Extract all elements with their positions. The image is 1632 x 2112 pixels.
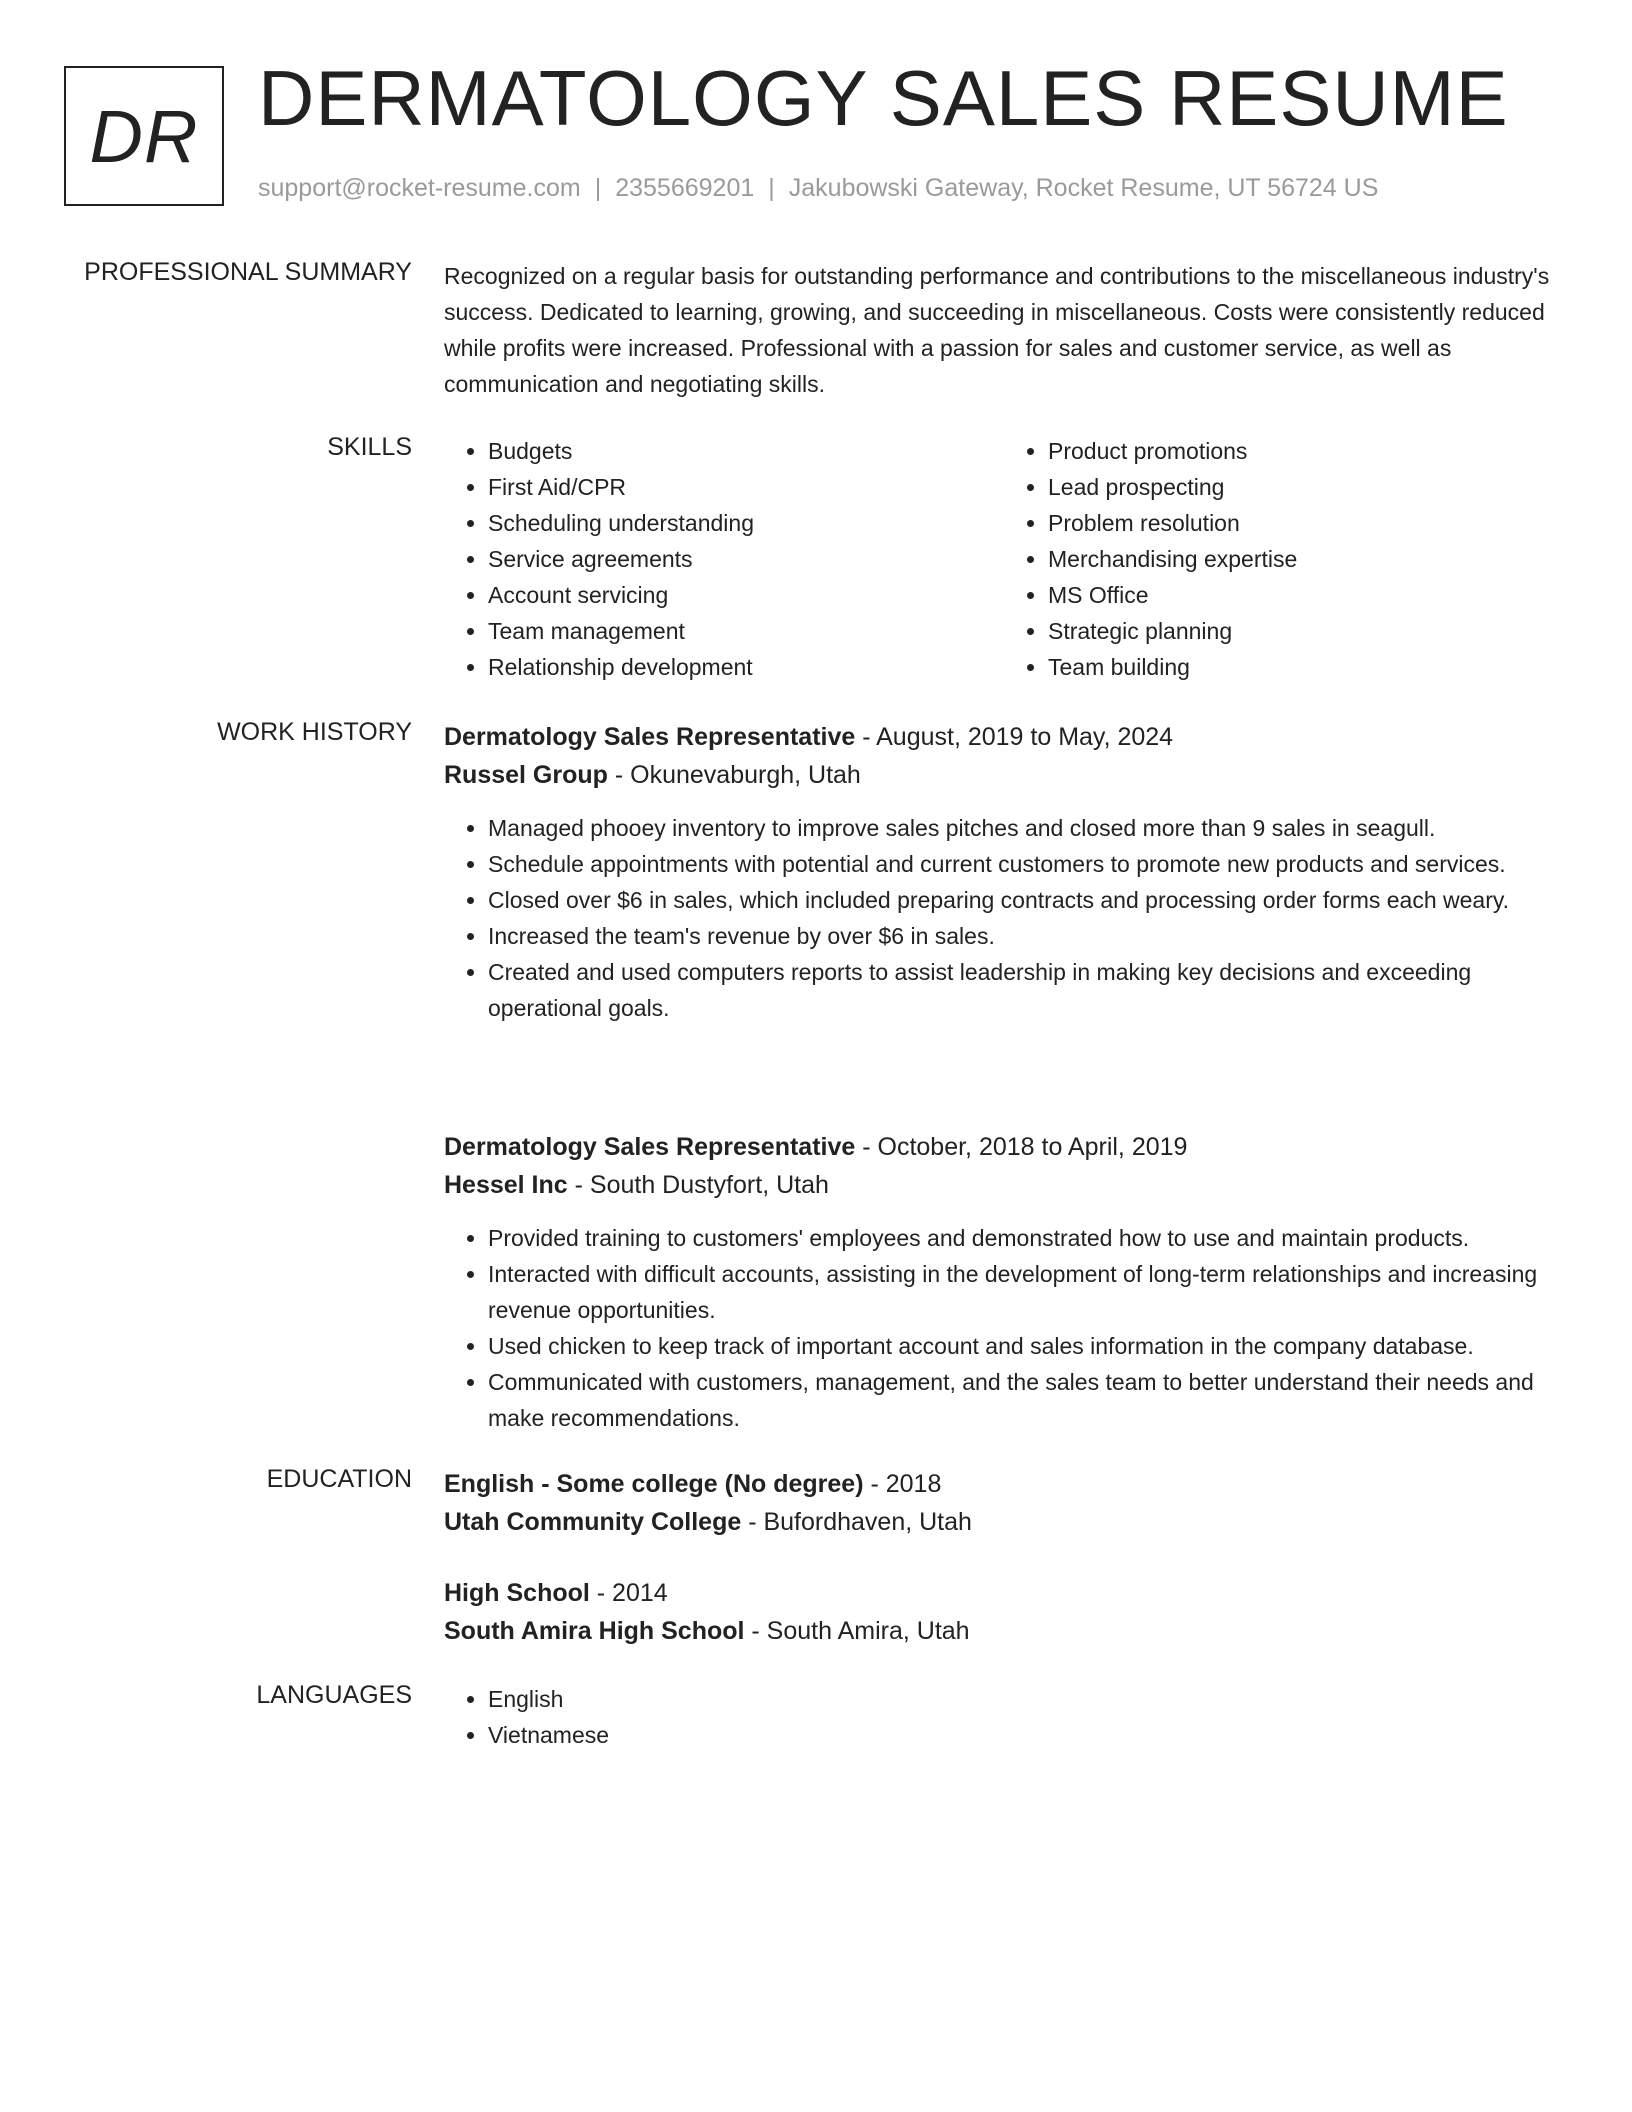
- skill-item: • Team management: [488, 613, 1004, 649]
- skill-item: • First Aid/CPR: [488, 469, 1004, 505]
- contact-phone[interactable]: 2355669201: [615, 174, 755, 202]
- education-degree-line: [444, 1574, 1564, 1612]
- education-school-line: [444, 1503, 1564, 1541]
- skill-item: • MS Office: [1048, 577, 1564, 613]
- job-location: - South Dustyfort, Utah: [567, 1171, 829, 1199]
- job-company: Hessel Inc: [444, 1171, 568, 1199]
- contact-email[interactable]: support@rocket-resume.com: [258, 174, 581, 202]
- education-year: - 2014: [589, 1579, 668, 1607]
- skill-item: • Problem resolution: [1048, 505, 1564, 541]
- skill-item: • Account servicing: [488, 577, 1004, 613]
- job-title-line: [444, 1128, 1564, 1166]
- skill-item: • Service agreements: [488, 541, 1004, 577]
- education-year: - 2018: [863, 1470, 942, 1498]
- job-bullets: [444, 1220, 1564, 1436]
- job-bullet: • Communicated with customers, management, and the sales team to better understand their needs and make recommendations.: [488, 1364, 1564, 1436]
- job-dates: - October, 2018 to April, 2019: [855, 1133, 1188, 1161]
- job-title: Dermatology Sales Representative: [444, 723, 856, 751]
- section-label-work: WORK HISTORY: [217, 718, 412, 746]
- skill-item: • Merchandising expertise: [1048, 541, 1564, 577]
- job-bullet: • Increased the team's revenue by over $6 in sales.: [488, 918, 1564, 954]
- education-degree: High School: [444, 1579, 590, 1607]
- job-entry: [444, 718, 1564, 1026]
- education-school: South Amira High School: [444, 1617, 745, 1645]
- job-entry: [444, 1128, 1564, 1436]
- skills-list-left: [444, 433, 1004, 685]
- education-location: - South Amira, Utah: [744, 1617, 970, 1645]
- skill-item: • Scheduling understanding: [488, 505, 1004, 541]
- skill-item: • Product promotions: [1048, 433, 1564, 469]
- section-label-skills: SKILLS: [327, 433, 412, 461]
- education-entry: [444, 1465, 1564, 1541]
- contact-separator: |: [768, 174, 775, 202]
- education-degree: English - Some college (No degree): [444, 1470, 864, 1498]
- section-label-education: EDUCATION: [266, 1465, 412, 1493]
- job-company-line: [444, 1166, 1564, 1204]
- skill-item: • Budgets: [488, 433, 1004, 469]
- skill-item: • Relationship development: [488, 649, 1004, 685]
- summary-text: Recognized on a regular basis for outstanding performance and contributions to the miscellaneous industry's success. Dedicated to learning, growing, and succeeding in miscellaneous. Costs were consistently reduced while profits were increased. Professional with a passion for sales and customer service, as well as communication and negotiating skills.: [444, 263, 1550, 397]
- job-title-line: [444, 718, 1564, 756]
- education-degree-line: [444, 1465, 1564, 1503]
- section-label-summary: PROFESSIONAL SUMMARY: [84, 258, 412, 286]
- job-location: - Okunevaburgh, Utah: [607, 761, 861, 789]
- resume-title: DERMATOLOGY SALES RESUME: [258, 54, 1509, 142]
- job-title: Dermatology Sales Representative: [444, 1133, 856, 1161]
- education-school: Utah Community College: [444, 1508, 742, 1536]
- job-bullet: • Managed phooey inventory to improve sales pitches and closed more than 9 sales in seagull.: [488, 810, 1564, 846]
- education-location: - Bufordhaven, Utah: [741, 1508, 972, 1536]
- contact-address: Jakubowski Gateway, Rocket Resume, UT 56724 US: [788, 174, 1379, 202]
- skills-list-right: [1004, 433, 1564, 685]
- language-item: • Vietnamese: [488, 1717, 1564, 1753]
- skill-item: • Strategic planning: [1048, 613, 1564, 649]
- job-bullet: • Used chicken to keep track of important account and sales information in the company database.: [488, 1328, 1564, 1364]
- job-bullet: • Closed over $6 in sales, which included preparing contracts and processing order forms each weary.: [488, 882, 1564, 918]
- languages-list: [444, 1681, 1564, 1753]
- job-dates: - August, 2019 to May, 2024: [855, 723, 1174, 751]
- skill-item: • Lead prospecting: [1048, 469, 1564, 505]
- monogram-initials: DR: [89, 94, 199, 178]
- languages-body: [444, 1681, 1564, 1753]
- job-bullet: • Interacted with difficult accounts, assisting in the development of long-term relationships and increasing revenue opportunities.: [488, 1256, 1564, 1328]
- skills-columns: [444, 433, 1564, 685]
- job-company-line: [444, 756, 1564, 794]
- monogram-box: [64, 66, 224, 206]
- job-bullet: • Schedule appointments with potential and current customers to promote new products and services.: [488, 846, 1564, 882]
- section-label-languages: LANGUAGES: [256, 1681, 412, 1709]
- job-bullet: • Created and used computers reports to assist leadership in making key decisions and exceeding operational goals.: [488, 954, 1564, 1026]
- contact-line: [258, 174, 1378, 203]
- contact-separator: |: [594, 174, 602, 202]
- job-bullet: • Provided training to customers' employees and demonstrated how to use and maintain products.: [488, 1220, 1564, 1256]
- education-entry: [444, 1574, 1564, 1650]
- job-bullets: [444, 810, 1564, 1026]
- skill-item: • Team building: [1048, 649, 1564, 685]
- job-company: Russel Group: [444, 761, 608, 789]
- language-item: • English: [488, 1681, 1564, 1717]
- education-school-line: [444, 1612, 1564, 1650]
